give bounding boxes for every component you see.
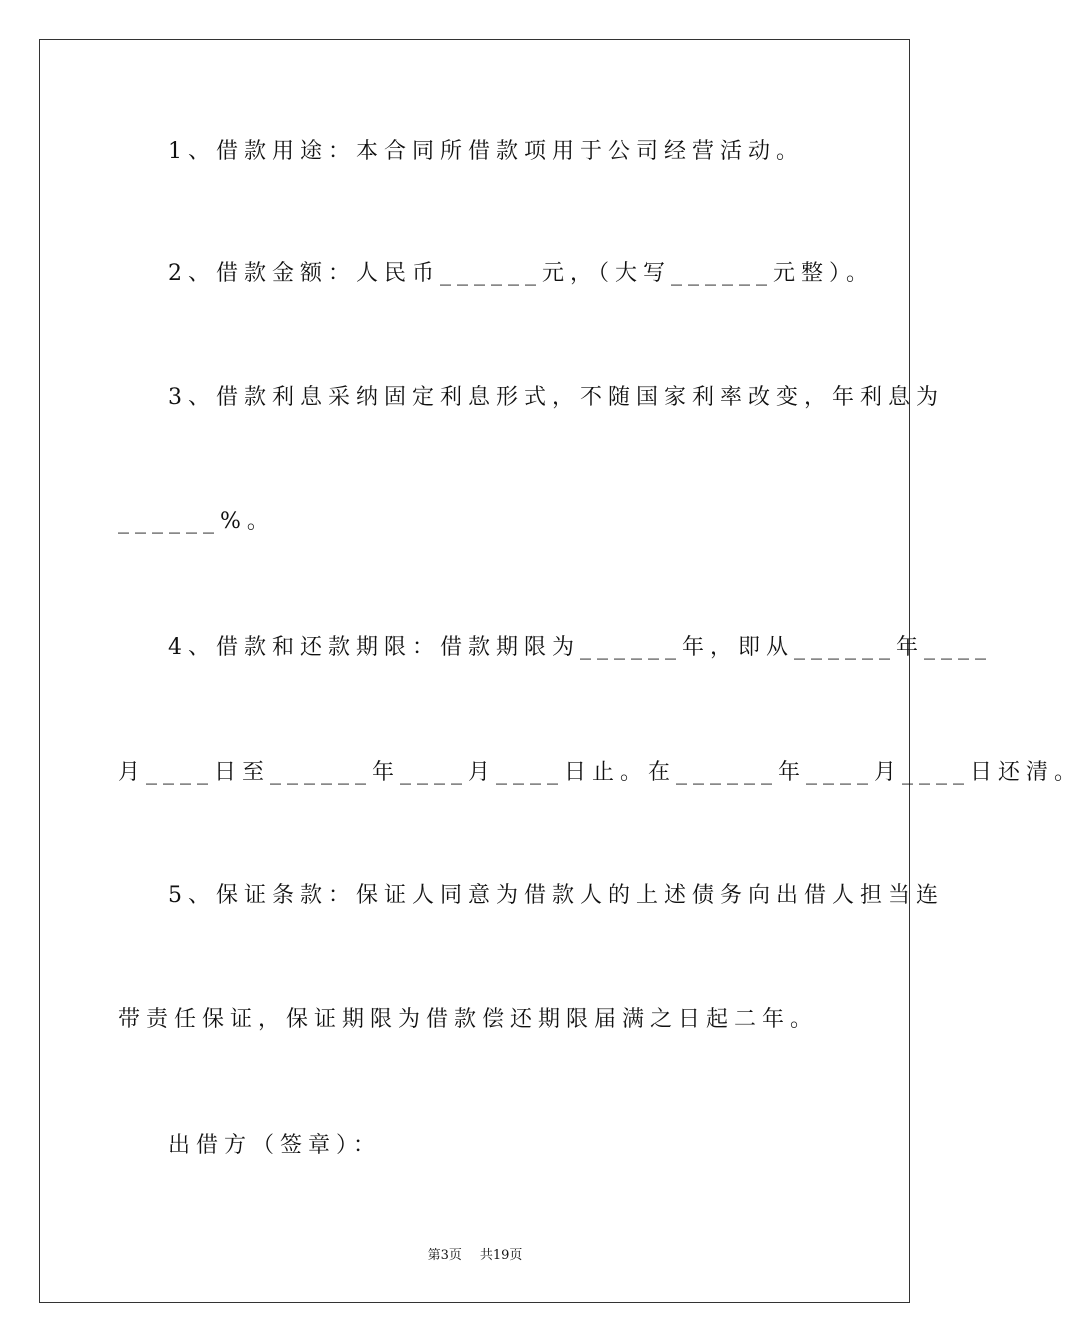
clause-4-term-continued: 月____日至______年____月____日止。在______年____月____日还清。 — [118, 760, 1082, 785]
page-border — [39, 39, 910, 1303]
total-pages: 共19页 — [479, 1248, 523, 1263]
page-footer — [0, 1244, 950, 1263]
clause-2-amount: 2、借款金额：人民币______元，（大写______元整）。 — [168, 261, 874, 286]
clause-3-interest-rate: ______%。 — [118, 509, 275, 534]
clause-5-guarantee: 5、保证条款：保证人同意为借款人的上述债务向出借人担当连 — [168, 883, 944, 908]
clause-3-interest: 3、借款利息采纳固定利息形式，不随国家利率改变，年利息为 — [168, 385, 944, 410]
page-number: 第3页 — [427, 1248, 462, 1263]
clause-5-guarantee-continued: 带责任保证，保证期限为借款偿还期限届满之日起二年。 — [118, 1007, 819, 1032]
lender-signature-label: 出借方（签章）： — [168, 1133, 382, 1158]
clause-1-purpose: 1、借款用途：本合同所借款项用于公司经营活动。 — [168, 139, 804, 164]
clause-4-term: 4、借款和还款期限：借款期限为______年，即从______年____ — [168, 635, 992, 660]
